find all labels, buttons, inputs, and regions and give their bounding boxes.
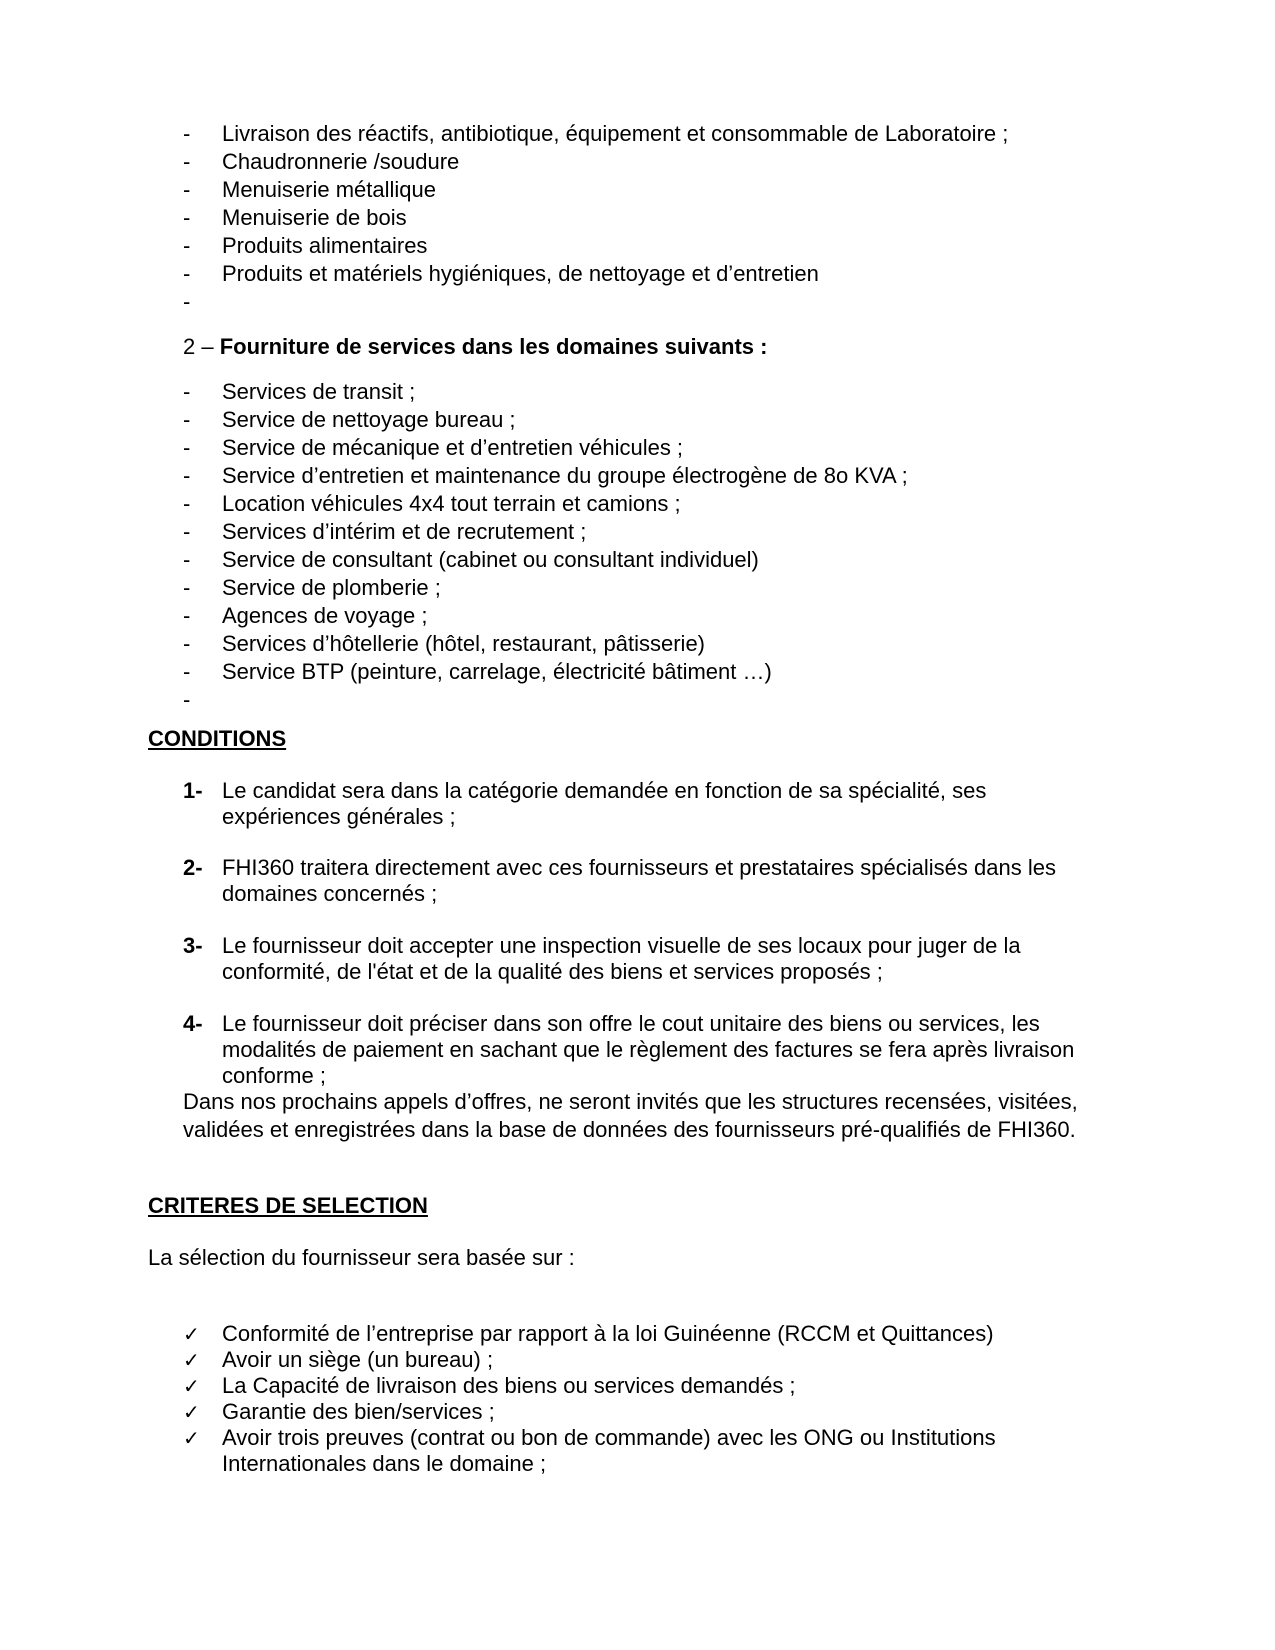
conditions-closing-line-2: validées et enregistrées dans la base de données des fournisseurs pré-qualifiés de FHI360. (183, 1117, 1076, 1142)
conditions-heading: CONDITIONS (148, 726, 287, 751)
check-icon: ✓ (183, 1374, 200, 1398)
check-icon: ✓ (183, 1426, 200, 1450)
check-icon: ✓ (183, 1322, 200, 1346)
condition-number: 1- (183, 778, 203, 803)
condition-text: FHI360 traitera directement avec ces fournisseurs et prestataires spécialisés dans les (222, 855, 1056, 880)
condition-text: Le candidat sera dans la catégorie demandée en fonction de sa spécialité, ses (222, 778, 987, 803)
condition-text: Le fournisseur doit préciser dans son offre le cout unitaire des biens ou services, les (222, 1011, 1040, 1036)
condition-text: domaines concernés ; (222, 881, 438, 906)
condition-text: modalités de paiement en sachant que le règlement des factures se fera après livraison (222, 1037, 1075, 1062)
criteria-heading: CRITERES DE SELECTION (148, 1193, 428, 1218)
condition-number: 2- (183, 855, 203, 880)
check-icon: ✓ (183, 1400, 200, 1424)
services-heading-number: 2 – (183, 334, 214, 359)
criteria-intro: La sélection du fournisseur sera basée sur : (148, 1245, 575, 1270)
condition-text: expériences générales ; (222, 804, 456, 829)
condition-text: conforme ; (222, 1063, 326, 1088)
services-heading (183, 334, 767, 360)
condition-number: 4- (183, 1011, 203, 1036)
services-heading-title: Fourniture de services dans les domaines suivants : (219, 334, 768, 359)
conditions-closing-line-1: Dans nos prochains appels d’offres, ne seront invités que les structures recensées, visitées, (183, 1089, 1078, 1114)
condition-text: Le fournisseur doit accepter une inspection visuelle de ses locaux pour juger de la (222, 933, 1021, 958)
condition-text: conformité, de l'état et de la qualité des biens et services proposés ; (222, 959, 883, 984)
check-icon: ✓ (183, 1348, 200, 1372)
condition-number: 3- (183, 933, 203, 958)
